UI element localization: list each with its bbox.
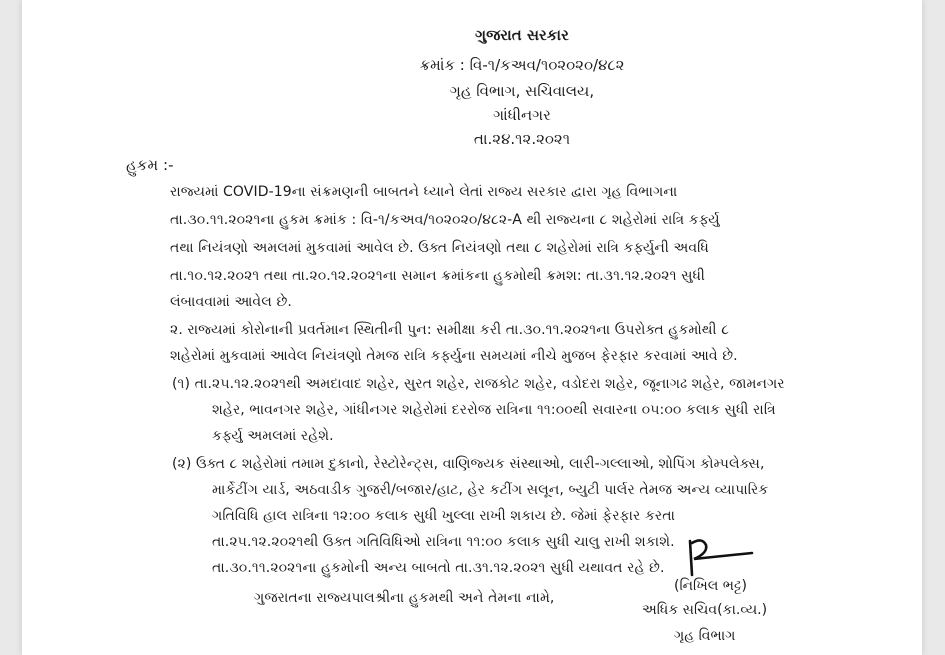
list-item-line: માર્કેટીંગ યાર્ડ, અઠવાડીક ગુજરી/બજાર/હાટ, હેર કટીંગ સલૂન, બ્યુટી પાર્લર તેમજ અન્ય વ્યાપારિક [212,482,769,498]
order-date: તા.૨૪.૧૨.૨૦૨૧ [473,130,571,148]
signatory-name: (નિખિલ ભટ્ટ) [674,578,748,594]
list-item-line: તા.૨૫.૧૨.૨૦૨૧થી ઉક્ત ગતિવિધિઓ રાત્રિના ૧૧:૦૦ કલાક સુધી ચાલુ રાખી શકાશે. [212,534,675,550]
paragraph-line: લંબાવવામાં આવેલ છે. [170,294,292,310]
paragraph-line: શહેરોમાં મુકવામાં આવેલ નિયંત્રણો તેમજ રાત્રિ કર્ફ્યુના સમયમાં નીચે મુજબ ફેરફાર કરવામાં આવે છે. [170,348,738,364]
list-item-line: શહેર, ભાવનગર શહેર, ગાંધીનગર શહેરોમાં દરરોજ રાત્રિના ૧૧:૦૦થી સવારના ૦૫:૦૦ કલાક સુધી રાત્રિ [212,402,776,418]
list-item-line: તા.૩૦.૧૧.૨૦૨૧ના હુકમોની અન્ય બાબતો તા.૩૧.૧૨.૨૦૨૧ સુધી યથાવત રહે છે. [212,560,665,576]
list-item-line: (૧) તા.૨૫.૧૨.૨૦૨૧થી અમદાવાદ શહેર, સુરત શહેર, રાજકોટ શહેર, વડોદરા શહેર, જૂનાગઢ શહેર, જામનગર [172,376,785,392]
signatory-department: ગૃહ વિભાગ [674,628,736,644]
list-item-line: (૨) ઉક્ત ૮ શહેરોમાં તમામ દુકાનો, રેસ્ટોરેન્ટ્સ, વાણિજ્યક સંસ્થાઓ, લારી-ગલ્લાઓ, શોપિંગ કોમ્પલેક્સ, [172,456,765,472]
city-line: ગાંધીનગર [493,106,551,124]
closing-line: ગુજરાતના રાજ્યપાલશ્રીના હુકમથી અને તેમના નામે, [254,590,555,606]
order-number: ક્રમાંક : વિ-૧/કઅવ/૧૦૨૦૨૦/૪૮૨ [419,56,625,74]
paragraph-line: તથા નિયંત્રણો અમલમાં મુકવામાં આવેલ છે. ઉક્ત નિયંત્રણો તથા ૮ શહેરોમાં રાત્રિ કર્ફ્યુની અવધિ [170,240,709,256]
paragraph-line: ૨. રાજ્યમાં કોરોનાની પ્રવર્તમાન સ્થિતીની પુન: સમીક્ષા કરી તા.૩૦.૧૧.૨૦૨૧ના ઉપરોક્ત હુકમોથી ૮ [170,322,729,338]
list-item-line: કર્ફ્યુ અમલમાં રહેશે. [212,428,334,444]
paragraph-line: તા.૧૦.૧૨.૨૦૨૧ તથા તા.૨૦.૧૨.૨૦૨૧ના સમાન ક્રમાંકના હુકમોથી ક્રમશ: તા.૩૧.૧૨.૨૦૨૧ સુધી [170,268,706,284]
order-label: હુકમ :- [126,156,174,174]
paragraph-line: રાજ્યમાં COVID-19ના સંક્રમણની બાબતને ધ્યાને લેતાં રાજ્ય સરકાર દ્વારા ગૃહ વિભાગના [170,184,678,200]
paragraph-line: તા.૩૦.૧૧.૨૦૨૧ના હુકમ ક્રમાંક : વિ-૧/કઅવ/૧૦૨૦૨૦/૪૮૨-A થી રાજ્યના ૮ શહેરોમાં રાત્રિ કર્ફ્યુ [170,212,720,228]
document-page [22,0,922,655]
signatory-designation: અધિક સચિવ(કા.વ્ય.) [642,602,768,618]
government-heading: ગુજરાત સરકાર [475,26,569,44]
department-line: ગૃહ વિભાગ, સચિવાલય, [449,82,595,100]
list-item-line: ગતિવિધિ હાલ રાત્રિના ૧૨:૦૦ કલાક સુધી ખુલ્લા રાખી શકાય છે. જેમાં ફેરફાર કરતા [212,508,676,524]
